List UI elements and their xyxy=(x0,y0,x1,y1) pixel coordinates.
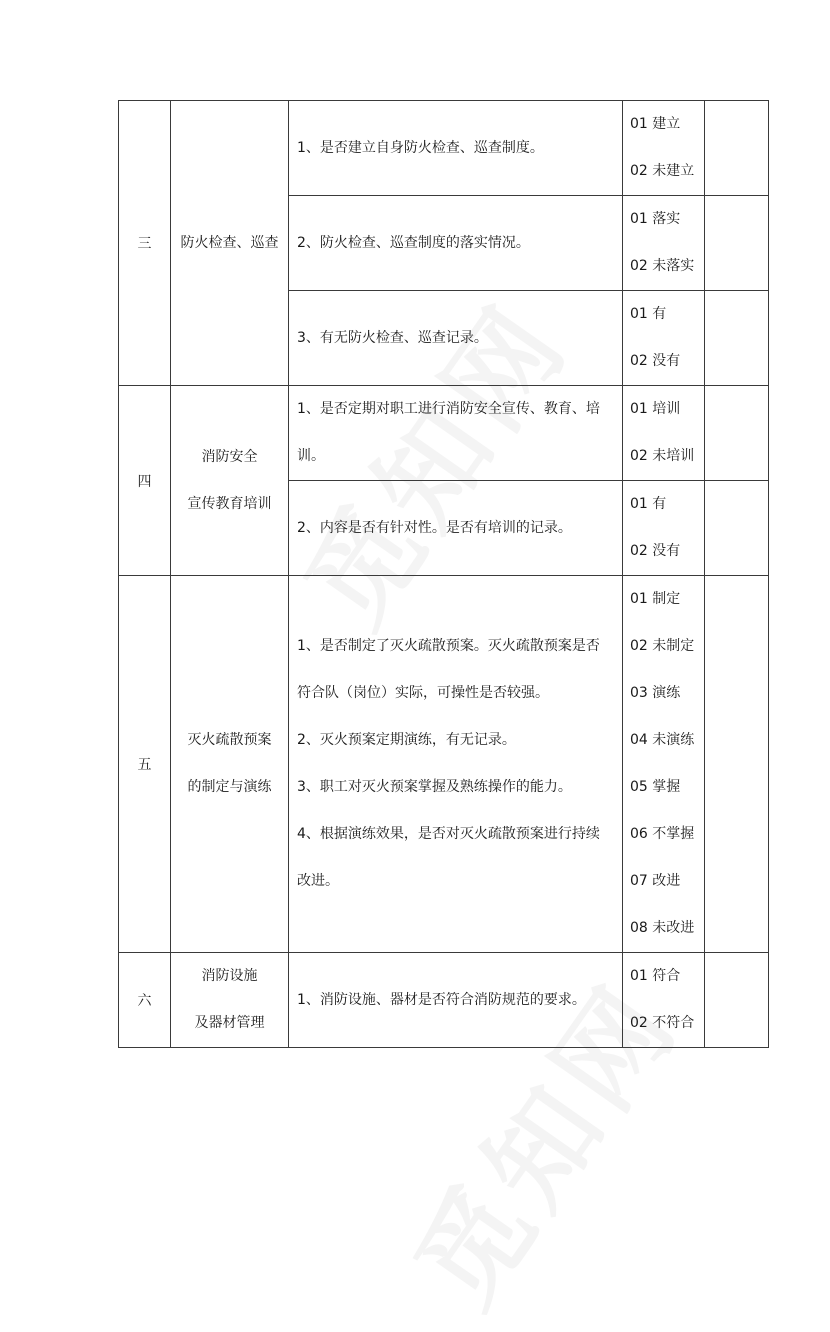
option-list xyxy=(623,576,705,953)
result-cell[interactable] xyxy=(705,953,769,1048)
option-list xyxy=(623,196,705,291)
option: 02 未培训 xyxy=(630,448,695,464)
option: 04 未演练 xyxy=(630,732,695,748)
check-item: 1、是否制定了灭火疏散预案。灭火疏散预案是否 符合队（岗位）实际，可操性是否较强。 2、灭火预案定期演练，有无记录。 3、职工对灭火预案掌握及熟练操作的能力。 4、根据演练效果，是否对灭火疏散预案进行持续 改进。 xyxy=(289,576,623,953)
result-cell[interactable] xyxy=(705,101,769,196)
result-cell[interactable] xyxy=(705,481,769,576)
check-item: 2、防火检查、巡查制度的落实情况。 xyxy=(289,196,623,291)
option: 02 没有 xyxy=(630,353,681,369)
result-cell[interactable] xyxy=(705,196,769,291)
option: 07 改进 xyxy=(630,873,681,889)
result-cell[interactable] xyxy=(705,291,769,386)
option: 03 演练 xyxy=(630,685,681,701)
section-category: 防火检查、巡查 xyxy=(171,101,289,386)
section-category: 消防设施 及器材管理 xyxy=(171,953,289,1048)
check-item: 1、是否建立自身防火检查、巡查制度。 xyxy=(289,101,623,196)
option: 01 符合 xyxy=(630,968,681,984)
option: 06 不掌握 xyxy=(630,826,695,842)
section-number: 三 xyxy=(119,101,171,386)
option: 01 落实 xyxy=(630,211,681,227)
section-number: 四 xyxy=(119,386,171,576)
option: 01 建立 xyxy=(630,116,681,132)
option: 01 制定 xyxy=(630,591,681,607)
fire-inspection-table xyxy=(118,100,769,1048)
option: 02 没有 xyxy=(630,543,681,559)
table-row xyxy=(119,953,769,1048)
option-list xyxy=(623,481,705,576)
check-item: 1、消防设施、器材是否符合消防规范的要求。 xyxy=(289,953,623,1048)
check-item: 2、内容是否有针对性。是否有培训的记录。 xyxy=(289,481,623,576)
result-cell[interactable] xyxy=(705,576,769,953)
option-list xyxy=(623,953,705,1048)
section-category: 消防安全 宣传教育培训 xyxy=(171,386,289,576)
result-cell[interactable] xyxy=(705,386,769,481)
table-row xyxy=(119,101,769,196)
table-row xyxy=(119,386,769,481)
section-number: 六 xyxy=(119,953,171,1048)
check-item: 3、有无防火检查、巡查记录。 xyxy=(289,291,623,386)
check-item: 1、是否定期对职工进行消防安全宣传、教育、培 训。 xyxy=(289,386,623,481)
option: 02 未建立 xyxy=(630,163,695,179)
section-category: 灭火疏散预案 的制定与演练 xyxy=(171,576,289,953)
option: 05 掌握 xyxy=(630,779,681,795)
option: 08 未改进 xyxy=(630,920,695,936)
section-number: 五 xyxy=(119,576,171,953)
option-list xyxy=(623,101,705,196)
option: 02 未落实 xyxy=(630,258,695,274)
option-list xyxy=(623,386,705,481)
option: 01 有 xyxy=(630,496,667,512)
table-row xyxy=(119,576,769,953)
option: 02 不符合 xyxy=(630,1015,695,1031)
option-list xyxy=(623,291,705,386)
option: 02 未制定 xyxy=(630,638,695,654)
option: 01 有 xyxy=(630,306,667,322)
option: 01 培训 xyxy=(630,401,681,417)
